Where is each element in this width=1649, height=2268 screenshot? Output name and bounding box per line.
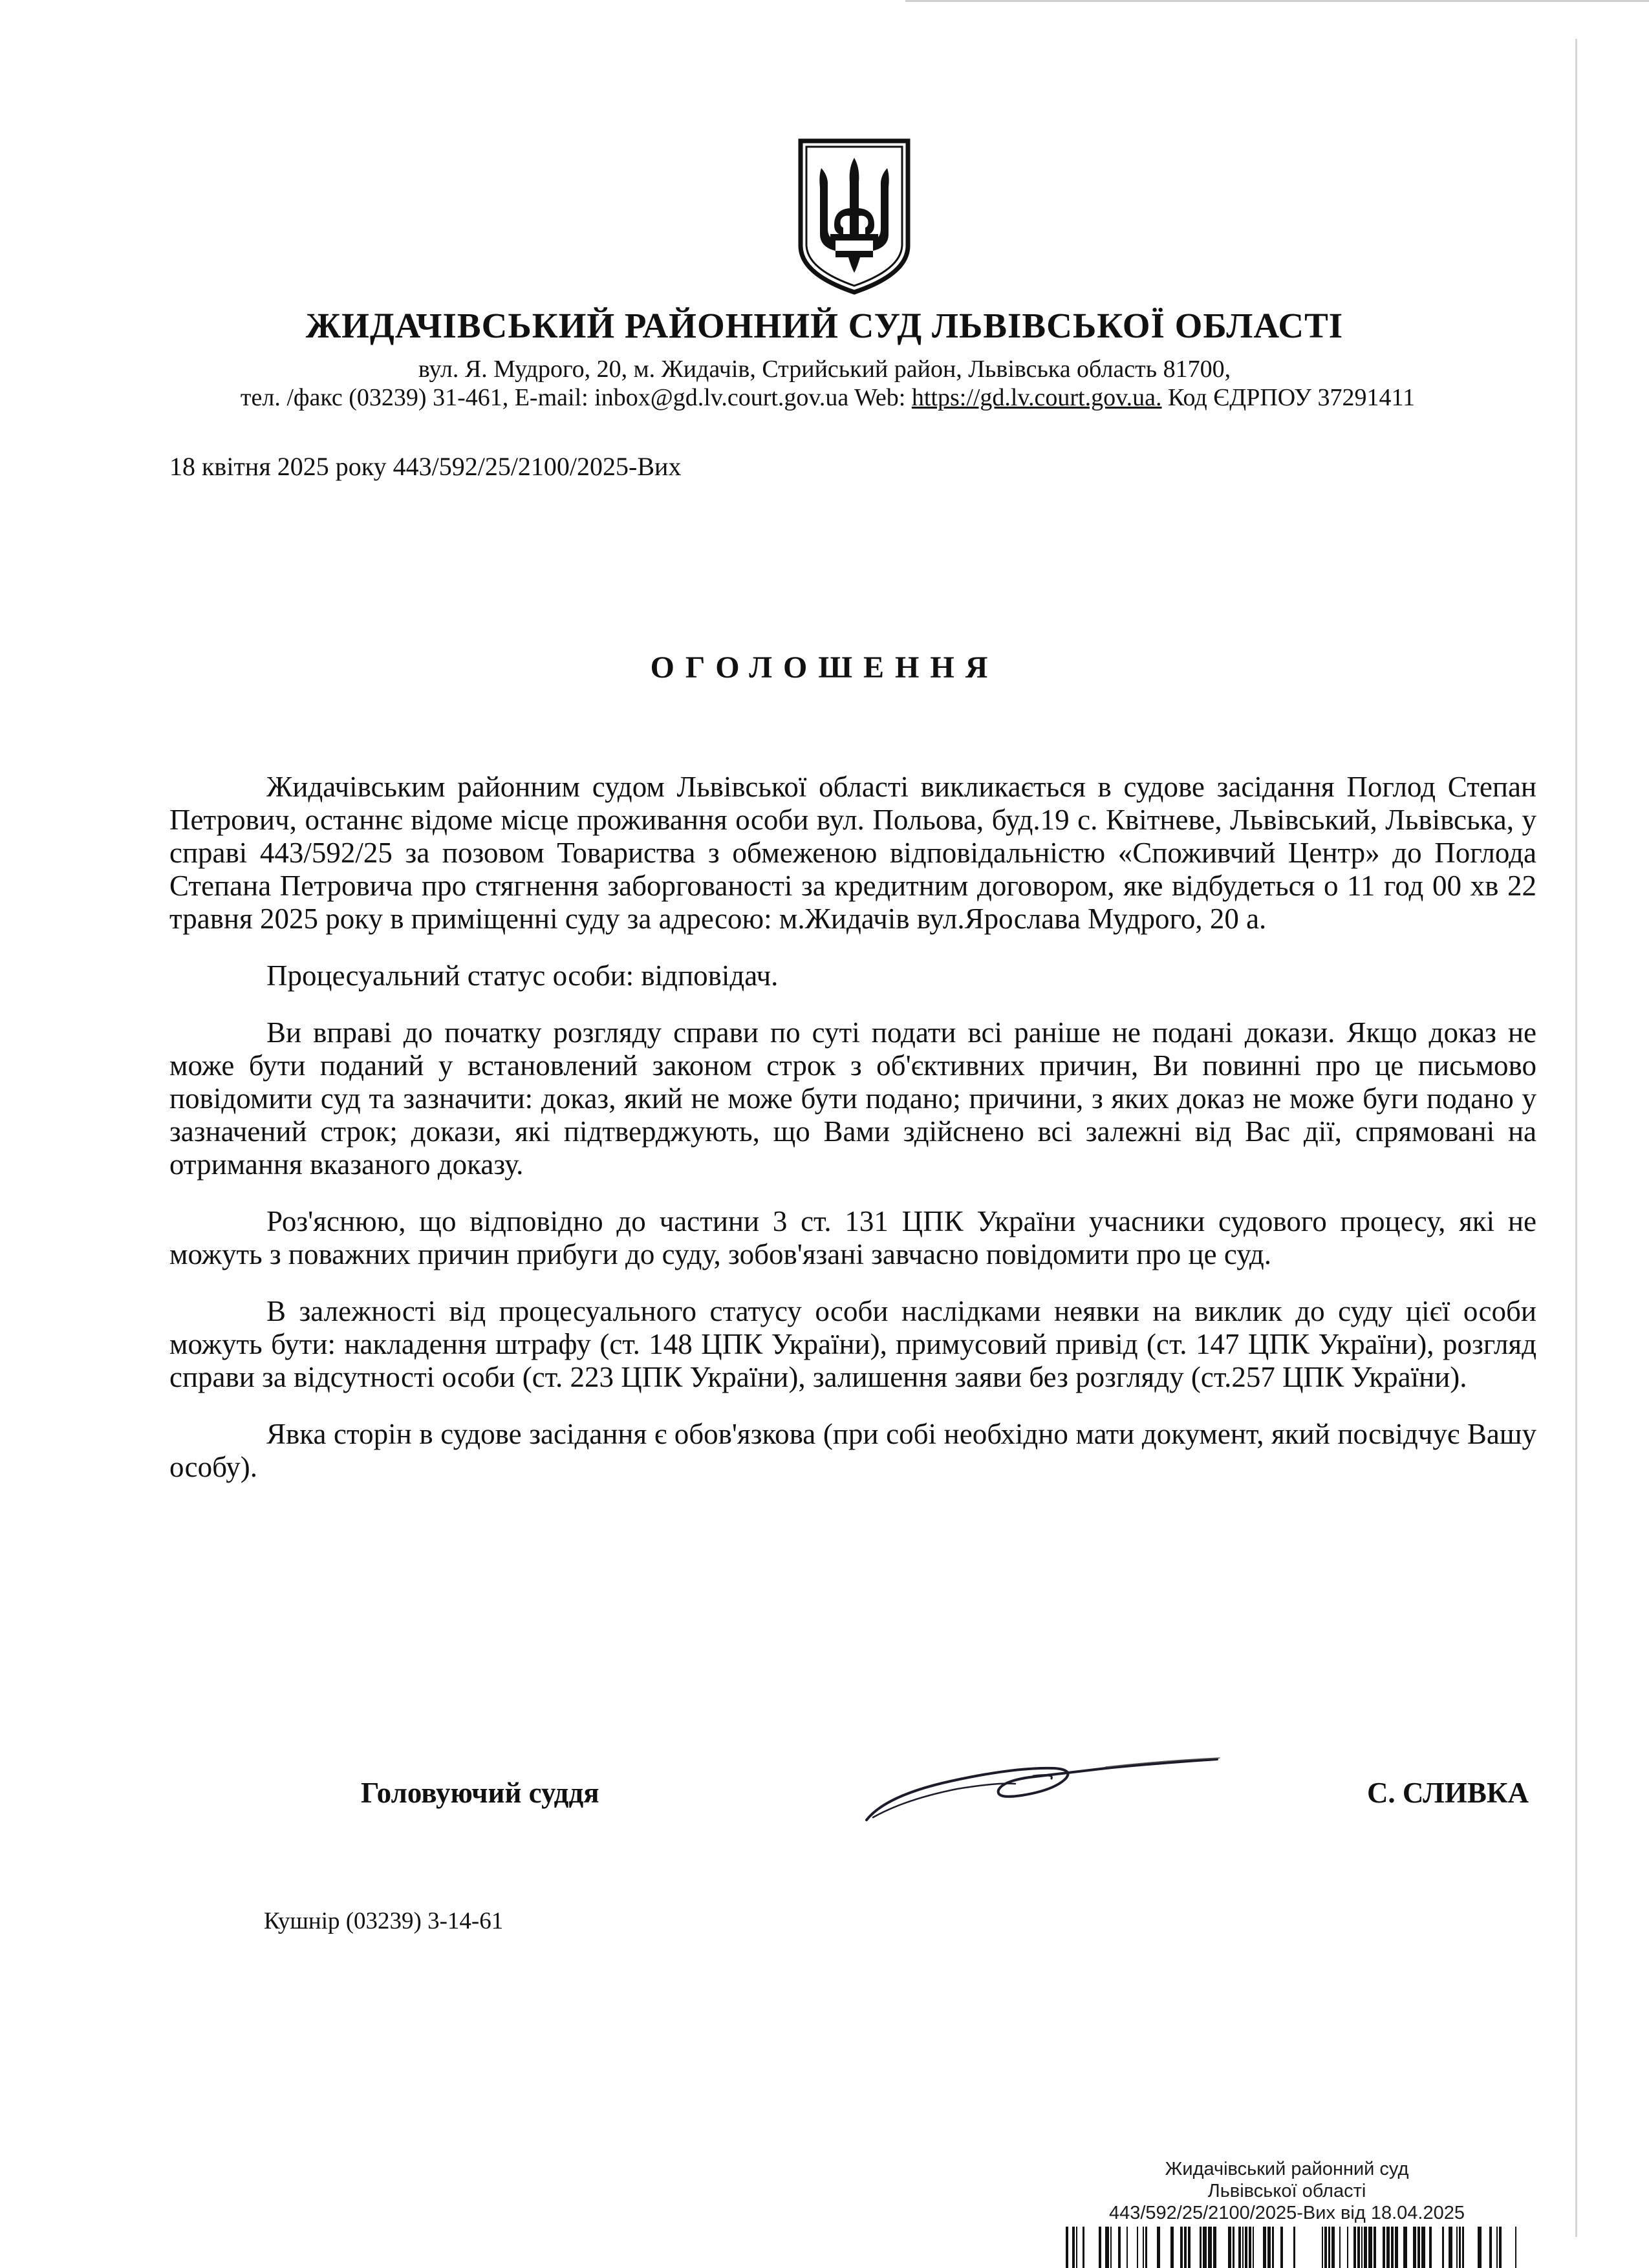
scan-line <box>1575 39 1577 2237</box>
website-link[interactable]: https://gd.lv.court.gov.ua. <box>911 384 1162 411</box>
court-name: ЖИДАЧІВСЬКИЙ РАЙОННИЙ СУД ЛЬВІВСЬКОЇ ОБЛАСТІ <box>305 306 1344 345</box>
stamp-line-number: 443/592/25/2100/2025-Вих від 18.04.2025 <box>1108 2203 1465 2223</box>
contacts-prefix: тел. /факс (03239) 31-461, E-mail: inbox@gd.lv.court.gov.ua Web: <box>240 384 912 411</box>
contacts-suffix: Код ЄДРПОУ 37291411 <box>1161 384 1416 411</box>
paragraph-summons: Жидачівським районним судом Львівської області викликається в судове засідання Поглод Степан Петрович, останнє відоме місце проживання особи вул. Польова, буд.19 с. Квітневе, Львівський, Львівська, у справі 443/592/25 за позовом Товариства з обмеженою відповідальністю «Споживчий Центр» до Поглода Степана Петровича про стягнення заборгованості за кредитним договором, яке відбудеться о 11 год 00 хв 22 травня 2025 року в приміщенні суду за адресою: м.Жидачів вул.Ярослава Мудрого, 20 а. <box>169 771 1536 935</box>
judge-name: С. СЛИВКА <box>1366 1777 1529 1809</box>
judge-position: Головуючий суддя <box>361 1777 599 1809</box>
trident-icon <box>797 137 912 296</box>
paragraph-attendance: Явка сторін в судове засідання є обов'язкова (при собі необхідно мати документ, який посвідчує Вашу особу). <box>169 1418 1536 1483</box>
executor-contact: Кушнір (03239) 3-14-61 <box>264 1908 504 1934</box>
paragraph-consequences: В залежності від процесуального статусу особи наслідками неявки на виклик до суду цієї особи можуть бути: накладення штрафу (ст. 148 ЦПК України), примусовий привід (ст. 147 ЦПК України), розгляд справи за відсутності особи (ст. 223 ЦПК України), залишення заяви без розгляду (ст.257 ЦПК України). <box>169 1295 1536 1393</box>
paragraph-evidence: Ви вправі до початку розгляду справи по суті подати всі раніше не подані докази. Якщо доказ не може бути поданий у встановлений законом строк з об'єктивних причин, Ви повинні про це письмово повідомити суд та зазначити: доказ, який не може бути подано; причини, з яких доказ не може буги подано у зазначений строк; докази, які підтверджують, що Вами здійснено всі залежні від Вас дії, спрямовані на отримання вказаного доказу. <box>169 1016 1536 1181</box>
document-body <box>169 771 1536 1508</box>
paragraph-explanation: Роз'яснюю, що відповідно до частини 3 ст. 131 ЦПК України учасники судового процесу, які не можуть з поважних причин прибуги до суду, зобов'язані завчасно повідомити про це суд. <box>169 1205 1536 1270</box>
document-title: ОГОЛОШЕННЯ <box>650 650 999 685</box>
outgoing-reference: 18 квітня 2025 року 443/592/25/2100/2025-Вих <box>169 452 682 481</box>
registration-stamp <box>1067 2158 1507 2224</box>
stamp-line-region: Львівської області <box>1207 2181 1366 2201</box>
stamp-line-court: Жидачівський районний суд <box>1165 2159 1409 2179</box>
court-address: вул. Я. Мудрого, 20, м. Жидачів, Стрийський район, Львівська область 81700, <box>418 356 1231 383</box>
signature-row <box>0 1775 1649 1826</box>
handwritten-signature <box>860 1736 1222 1826</box>
scan-edge <box>905 0 1649 2</box>
court-contacts <box>181 383 1474 412</box>
barcode <box>1066 2227 1525 2268</box>
paragraph-status: Процесуальний статус особи: відповідач. <box>266 959 779 992</box>
